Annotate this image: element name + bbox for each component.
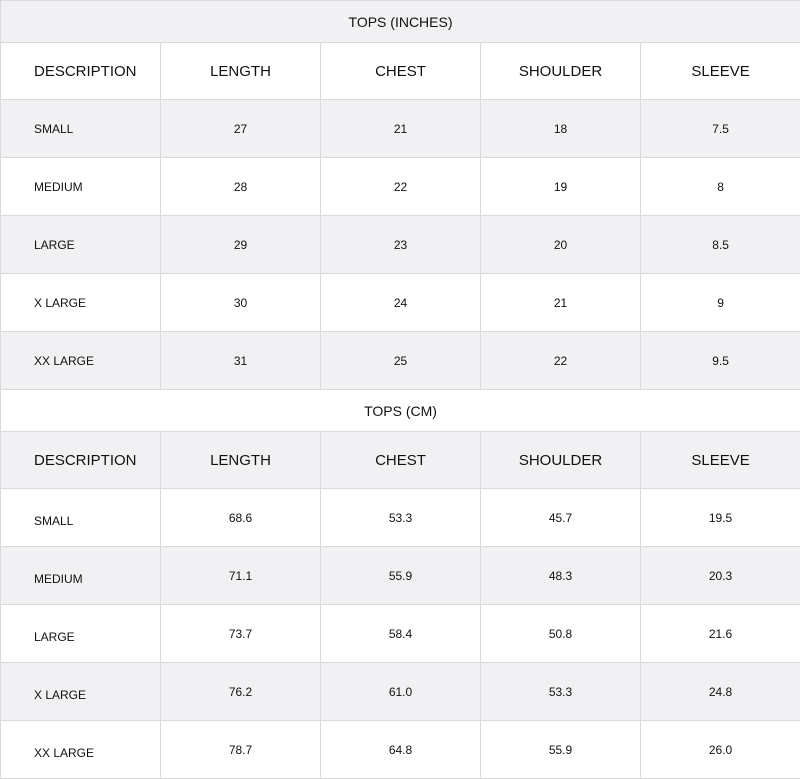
size-label xyxy=(1,663,161,721)
cm-row-large xyxy=(1,605,800,663)
cm-header-length: LENGTH xyxy=(161,432,321,489)
sleeve-value: 21.6 xyxy=(641,605,800,663)
size-label xyxy=(1,489,161,547)
length-value: 31 xyxy=(161,332,321,390)
length-value: 73.7 xyxy=(161,605,321,663)
inches-row-small xyxy=(1,100,800,158)
cm-header-description: DESCRIPTION xyxy=(1,432,161,489)
size-label: MEDIUM xyxy=(1,158,161,216)
chest-value: 24 xyxy=(321,274,481,332)
cm-header-row xyxy=(1,432,800,489)
chest-value: 23 xyxy=(321,216,481,274)
shoulder-value: 19 xyxy=(481,158,641,216)
sleeve-value: 26.0 xyxy=(641,721,800,779)
inches-row-large xyxy=(1,216,800,274)
chest-value: 21 xyxy=(321,100,481,158)
inches-section-title: TOPS (INCHES) xyxy=(1,1,800,43)
size-label: XX LARGE xyxy=(1,332,161,390)
shoulder-value: 22 xyxy=(481,332,641,390)
size-label-text: SMALL xyxy=(34,514,73,528)
sleeve-value: 8.5 xyxy=(641,216,800,274)
inches-title-row xyxy=(1,1,800,43)
shoulder-value: 21 xyxy=(481,274,641,332)
sleeve-value: 24.8 xyxy=(641,663,800,721)
shoulder-value: 48.3 xyxy=(481,547,641,605)
cm-row-small xyxy=(1,489,800,547)
size-label xyxy=(1,721,161,779)
chest-value: 53.3 xyxy=(321,489,481,547)
size-label-text: X LARGE xyxy=(34,688,86,702)
shoulder-value: 50.8 xyxy=(481,605,641,663)
length-value: 29 xyxy=(161,216,321,274)
size-label-text: XX LARGE xyxy=(34,746,94,760)
chest-value: 25 xyxy=(321,332,481,390)
cm-row-xx-large xyxy=(1,721,800,779)
cm-row-medium xyxy=(1,547,800,605)
size-label-text: MEDIUM xyxy=(34,572,83,586)
sleeve-value: 8 xyxy=(641,158,800,216)
length-value: 30 xyxy=(161,274,321,332)
inches-header-shoulder: SHOULDER xyxy=(481,43,641,100)
size-label: SMALL xyxy=(1,100,161,158)
sleeve-value: 19.5 xyxy=(641,489,800,547)
size-label-text: LARGE xyxy=(34,630,75,644)
inches-header-sleeve: SLEEVE xyxy=(641,43,800,100)
cm-section-title: TOPS (CM) xyxy=(1,390,800,432)
chest-value: 64.8 xyxy=(321,721,481,779)
cm-title-row xyxy=(1,390,800,432)
inches-row-xx-large xyxy=(1,332,800,390)
sleeve-value: 7.5 xyxy=(641,100,800,158)
size-label: LARGE xyxy=(1,216,161,274)
chest-value: 58.4 xyxy=(321,605,481,663)
length-value: 27 xyxy=(161,100,321,158)
length-value: 28 xyxy=(161,158,321,216)
chest-value: 61.0 xyxy=(321,663,481,721)
shoulder-value: 18 xyxy=(481,100,641,158)
length-value: 68.6 xyxy=(161,489,321,547)
shoulder-value: 20 xyxy=(481,216,641,274)
cm-header-chest: CHEST xyxy=(321,432,481,489)
size-label xyxy=(1,547,161,605)
sleeve-value: 9 xyxy=(641,274,800,332)
length-value: 71.1 xyxy=(161,547,321,605)
chest-value: 22 xyxy=(321,158,481,216)
size-label: X LARGE xyxy=(1,274,161,332)
cm-row-x-large xyxy=(1,663,800,721)
cm-header-sleeve: SLEEVE xyxy=(641,432,800,489)
sleeve-value: 9.5 xyxy=(641,332,800,390)
length-value: 78.7 xyxy=(161,721,321,779)
shoulder-value: 53.3 xyxy=(481,663,641,721)
sleeve-value: 20.3 xyxy=(641,547,800,605)
inches-header-length: LENGTH xyxy=(161,43,321,100)
inches-header-chest: CHEST xyxy=(321,43,481,100)
shoulder-value: 45.7 xyxy=(481,489,641,547)
shoulder-value: 55.9 xyxy=(481,721,641,779)
size-label xyxy=(1,605,161,663)
inches-header-row xyxy=(1,43,800,100)
length-value: 76.2 xyxy=(161,663,321,721)
chest-value: 55.9 xyxy=(321,547,481,605)
inches-row-x-large xyxy=(1,274,800,332)
inches-header-description: DESCRIPTION xyxy=(1,43,161,100)
cm-header-shoulder: SHOULDER xyxy=(481,432,641,489)
inches-row-medium xyxy=(1,158,800,216)
